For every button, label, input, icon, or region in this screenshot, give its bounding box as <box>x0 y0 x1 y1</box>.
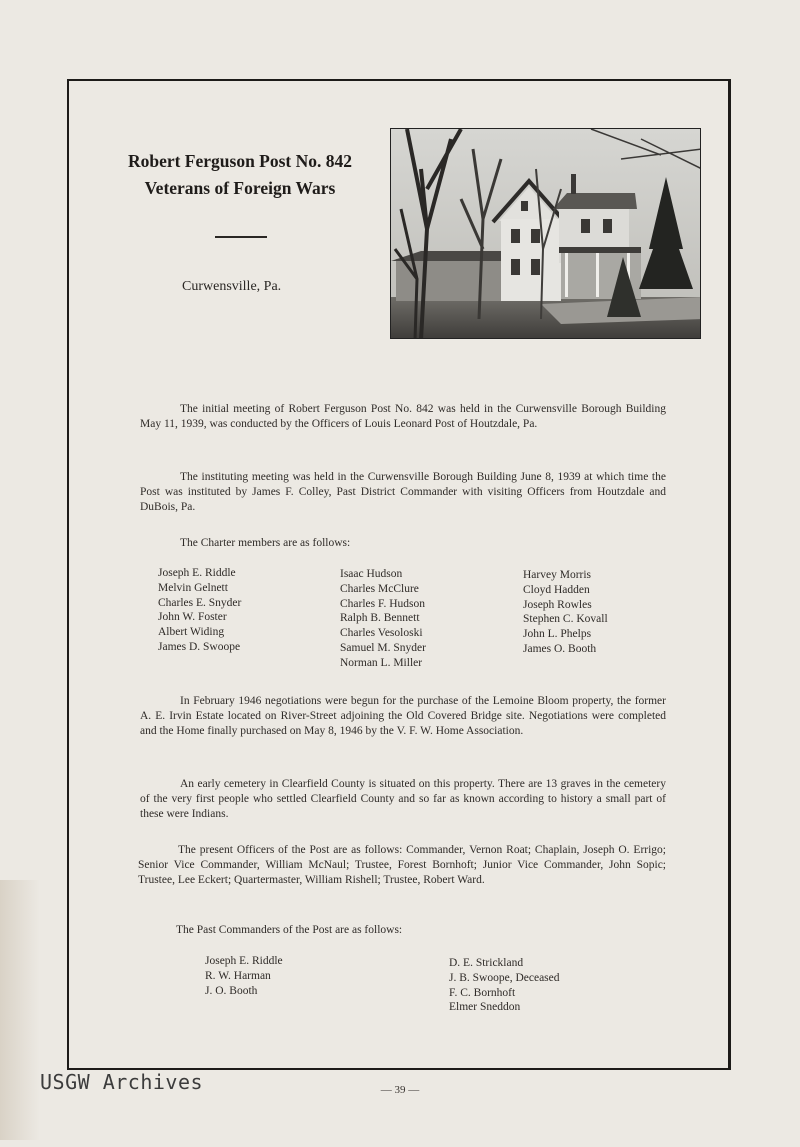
post-title: Robert Ferguson Post No. 842 <box>127 151 353 171</box>
past-commanders-intro: The Past Commanders of the Post are as follows: <box>176 924 403 936</box>
list-item: Charles E. Snyder <box>158 596 242 609</box>
list-item: Samuel M. Snyder <box>340 641 426 654</box>
list-item: James O. Booth <box>523 642 597 655</box>
cemetery-paragraph: An early cemetery in Clearfield County is situated on this property. There are 13 graves in the cemetery of the very first people who settled Clearfield County and so far as known according to history a small part of these were Indians. <box>140 778 666 820</box>
purchase-paragraph: In February 1946 negotiations were begun for the purchase of the Lemoine Bloom property, the former A. E. Irvin Estate located on River-Street adjoining the Old Covered Bridge site. Negotiations were completed and the Home finally purchased on May 8, 1946 by the V. F. W. Home Association. <box>140 695 666 737</box>
house-photo <box>390 128 701 339</box>
past-commanders-column-1 <box>205 954 283 998</box>
instituting-meeting-paragraph: The instituting meeting was held in the Curwensville Borough Building June 8, 1939 at which time the Post was instituted by James F. Colley, Past District Commander with visiting Officers from Houtzdale and DuBois, Pa. <box>140 471 666 513</box>
initial-meeting-paragraph: The initial meeting of Robert Ferguson Post No. 842 was held in the Curwensville Borough Building May 11, 1939, was conducted by the Officers of Louis Leonard Post of Houtzdale, Pa. <box>140 403 666 430</box>
list-item: Norman L. Miller <box>340 656 423 669</box>
location-text: Curwensville, Pa. <box>182 279 282 294</box>
list-item: Joseph Rowles <box>523 598 592 611</box>
list-item: Cloyd Hadden <box>523 583 590 596</box>
post-heading <box>100 148 380 202</box>
charter-column-3 <box>523 568 608 657</box>
list-item: Charles F. Hudson <box>340 597 426 610</box>
charter-intro: The Charter members are as follows: <box>180 537 351 549</box>
list-item: Joseph E. Riddle <box>158 567 236 579</box>
list-item: J. B. Swoope, Deceased <box>449 971 560 984</box>
list-item: James D. Swoope <box>158 640 241 653</box>
heading-divider <box>215 236 267 238</box>
post-subtitle: Veterans of Foreign Wars <box>144 178 336 198</box>
page-number: — 39 — <box>380 1084 420 1096</box>
list-item: Harvey Morris <box>523 569 592 581</box>
list-item: R. W. Harman <box>205 969 271 982</box>
list-item: Charles Vesoloski <box>340 627 423 640</box>
list-item: Albert Widing <box>158 626 225 639</box>
charter-column-2 <box>340 567 426 671</box>
list-item: Joseph E. Riddle <box>205 955 283 967</box>
list-item: F. C. Bornhoft <box>449 986 516 999</box>
list-item: Elmer Sneddon <box>449 1001 521 1014</box>
list-item: J. O. Booth <box>205 984 258 997</box>
archive-watermark: USGW Archives <box>40 1070 204 1094</box>
list-item: Charles McClure <box>340 582 419 595</box>
charter-column-1 <box>158 566 241 655</box>
officers-paragraph: The present Officers of the Post are as follows: Commander, Vernon Roat; Chaplain, Joseph O. Errigo; Senior Vice Commander, William McNaul; Trustee, Forest Bornhoft; Junior Vice Commander, John Sopic; Trustee, Lee Eckert; Quartermaster, William Rishell; Trustee, Robert Ward. <box>138 844 666 886</box>
list-item: Ralph B. Bennett <box>340 612 420 625</box>
list-item: John L. Phelps <box>523 628 592 641</box>
list-item: Isaac Hudson <box>340 568 403 580</box>
list-item: Stephen C. Kovall <box>523 613 608 626</box>
list-item: John W. Foster <box>158 611 227 624</box>
list-item: D. E. Strickland <box>449 957 524 969</box>
past-commanders-column-2 <box>449 956 560 1015</box>
paper-stain <box>0 880 40 1140</box>
list-item: Melvin Gelnett <box>158 581 228 594</box>
